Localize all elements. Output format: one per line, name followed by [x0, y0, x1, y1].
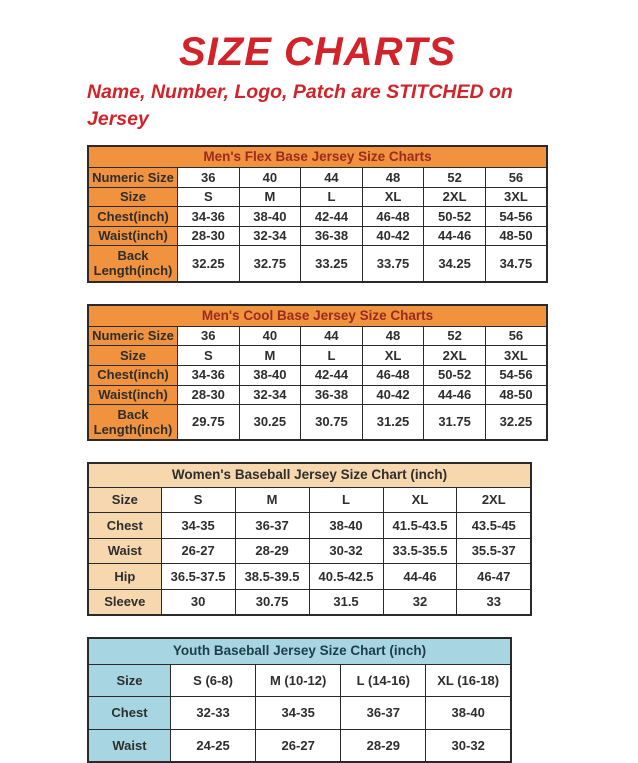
size-value-cell: 44: [301, 326, 363, 346]
size-value-cell: 48-50: [485, 226, 547, 246]
size-value-cell: 56: [485, 326, 547, 346]
table-row: [88, 346, 547, 366]
row-label: Waist(inch): [88, 226, 178, 246]
size-value-cell: XL (16-18): [426, 664, 511, 697]
size-value-cell: 40-42: [362, 385, 424, 405]
size-value-cell: 54-56: [485, 365, 547, 385]
table-row: [88, 405, 547, 441]
size-value-cell: 50-52: [424, 207, 486, 227]
size-value-cell: 41.5-43.5: [383, 513, 457, 539]
size-value-cell: 34-36: [178, 365, 240, 385]
size-value-cell: 48: [362, 168, 424, 188]
row-label: Chest(inch): [88, 207, 178, 227]
size-value-cell: 44-46: [383, 564, 457, 590]
size-value-cell: 2XL: [457, 487, 531, 513]
size-value-cell: 52: [424, 168, 486, 188]
size-value-cell: 32-34: [239, 385, 301, 405]
table-title-row: [88, 146, 547, 168]
size-value-cell: 38.5-39.5: [235, 564, 309, 590]
size-value-cell: 34.25: [424, 246, 486, 282]
size-value-cell: M (10-12): [256, 664, 341, 697]
mens-cool-base-size-table: [87, 304, 548, 442]
size-value-cell: 31.25: [362, 405, 424, 441]
size-value-cell: 33.25: [301, 246, 363, 282]
size-value-cell: 34-36: [178, 207, 240, 227]
row-label: Size: [88, 664, 170, 697]
size-value-cell: XL: [383, 487, 457, 513]
table-row: [88, 187, 547, 207]
size-value-cell: 30-32: [309, 538, 383, 564]
table-title: Women's Baseball Jersey Size Chart (inch): [88, 463, 531, 487]
size-value-cell: 38-40: [309, 513, 383, 539]
size-value-cell: 36-38: [301, 385, 363, 405]
size-value-cell: 32: [383, 589, 457, 615]
size-value-cell: 36: [178, 168, 240, 188]
size-value-cell: 34.75: [485, 246, 547, 282]
size-value-cell: 54-56: [485, 207, 547, 227]
row-label: Waist(inch): [88, 385, 178, 405]
row-label: Waist: [88, 538, 161, 564]
size-value-cell: 42-44: [301, 207, 363, 227]
size-value-cell: 26-27: [161, 538, 235, 564]
size-value-cell: 30.75: [235, 589, 309, 615]
row-label: Chest(inch): [88, 365, 178, 385]
size-value-cell: L: [301, 346, 363, 366]
size-value-cell: 28-29: [235, 538, 309, 564]
size-value-cell: 42-44: [301, 365, 363, 385]
size-value-cell: 32-33: [170, 697, 255, 730]
size-value-cell: 32.25: [485, 405, 547, 441]
size-value-cell: 3XL: [485, 346, 547, 366]
size-value-cell: 28-30: [178, 385, 240, 405]
size-value-cell: L: [309, 487, 383, 513]
size-value-cell: 30: [161, 589, 235, 615]
table-row: [88, 365, 547, 385]
size-value-cell: 46-47: [457, 564, 531, 590]
table-row: [88, 729, 511, 762]
table-row: [88, 589, 531, 615]
table-row: [88, 513, 531, 539]
table-title: Men's Cool Base Jersey Size Charts: [88, 305, 547, 327]
size-value-cell: 33.5-35.5: [383, 538, 457, 564]
size-value-cell: 34-35: [161, 513, 235, 539]
row-label: Size: [88, 487, 161, 513]
row-label: Sleeve: [88, 589, 161, 615]
size-value-cell: 40.5-42.5: [309, 564, 383, 590]
size-value-cell: 40: [239, 168, 301, 188]
size-value-cell: XL: [362, 346, 424, 366]
size-value-cell: 2XL: [424, 187, 486, 207]
table-title: Men's Flex Base Jersey Size Charts: [88, 146, 547, 168]
size-value-cell: 38-40: [239, 365, 301, 385]
size-value-cell: 33.75: [362, 246, 424, 282]
size-value-cell: 32-34: [239, 226, 301, 246]
size-value-cell: 48: [362, 326, 424, 346]
row-label: Back Length(inch): [88, 405, 178, 441]
row-label: Back Length(inch): [88, 246, 178, 282]
row-label: Chest: [88, 513, 161, 539]
size-value-cell: 44: [301, 168, 363, 188]
size-value-cell: 46-48: [362, 207, 424, 227]
size-value-cell: L: [301, 187, 363, 207]
size-value-cell: 32.25: [178, 246, 240, 282]
size-value-cell: 31.5: [309, 589, 383, 615]
size-value-cell: XL: [362, 187, 424, 207]
size-value-cell: 50-52: [424, 365, 486, 385]
size-value-cell: 44-46: [424, 385, 486, 405]
size-value-cell: S: [161, 487, 235, 513]
size-value-cell: 30.75: [301, 405, 363, 441]
size-value-cell: 35.5-37: [457, 538, 531, 564]
table-row: [88, 168, 547, 188]
table-row: [88, 226, 547, 246]
size-value-cell: 38-40: [426, 697, 511, 730]
table-title-row: [88, 305, 547, 327]
size-value-cell: M: [235, 487, 309, 513]
size-value-cell: 30.25: [239, 405, 301, 441]
size-value-cell: 36-38: [301, 226, 363, 246]
size-value-cell: 48-50: [485, 385, 547, 405]
row-label: Numeric Size: [88, 168, 178, 188]
size-value-cell: S: [178, 346, 240, 366]
size-value-cell: 24-25: [170, 729, 255, 762]
row-label: Size: [88, 187, 178, 207]
row-label: Chest: [88, 697, 170, 730]
size-value-cell: 36-37: [341, 697, 426, 730]
size-value-cell: 40: [239, 326, 301, 346]
size-value-cell: 46-48: [362, 365, 424, 385]
table-row: [88, 385, 547, 405]
table-title-row: [88, 463, 531, 487]
row-label: Size: [88, 346, 178, 366]
size-value-cell: M: [239, 346, 301, 366]
table-row: [88, 697, 511, 730]
table-row: [88, 564, 531, 590]
size-value-cell: 31.75: [424, 405, 486, 441]
size-value-cell: 29.75: [178, 405, 240, 441]
size-value-cell: 44-46: [424, 226, 486, 246]
stitched-note: Name, Number, Logo, Patch are STITCHED on Jersey: [87, 81, 513, 130]
table-row: [88, 487, 531, 513]
size-value-cell: 32.75: [239, 246, 301, 282]
row-label: Waist: [88, 729, 170, 762]
row-label: Numeric Size: [88, 326, 178, 346]
size-value-cell: 43.5-45: [457, 513, 531, 539]
size-value-cell: 2XL: [424, 346, 486, 366]
table-title-row: [88, 638, 511, 664]
table-row: [88, 326, 547, 346]
size-value-cell: L (14-16): [341, 664, 426, 697]
size-value-cell: 30-32: [426, 729, 511, 762]
size-value-cell: 33: [457, 589, 531, 615]
table-row: [88, 664, 511, 697]
size-value-cell: 38-40: [239, 207, 301, 227]
size-value-cell: 52: [424, 326, 486, 346]
size-value-cell: 40-42: [362, 226, 424, 246]
womens-baseball-size-table: [87, 462, 532, 616]
size-value-cell: 56: [485, 168, 547, 188]
size-value-cell: S (6-8): [170, 664, 255, 697]
table-row: [88, 246, 547, 282]
size-value-cell: 34-35: [256, 697, 341, 730]
table-row: [88, 207, 547, 227]
size-value-cell: 28-29: [341, 729, 426, 762]
size-value-cell: S: [178, 187, 240, 207]
size-value-cell: M: [239, 187, 301, 207]
page-title: SIZE CHARTS: [179, 30, 456, 74]
table-title: Youth Baseball Jersey Size Chart (inch): [88, 638, 511, 664]
size-value-cell: 3XL: [485, 187, 547, 207]
youth-baseball-size-table: [87, 637, 512, 763]
size-value-cell: 36.5-37.5: [161, 564, 235, 590]
size-value-cell: 36: [178, 326, 240, 346]
size-value-cell: 26-27: [256, 729, 341, 762]
mens-flex-base-size-table: [87, 145, 548, 283]
table-row: [88, 538, 531, 564]
row-label: Hip: [88, 564, 161, 590]
size-value-cell: 36-37: [235, 513, 309, 539]
size-value-cell: 28-30: [178, 226, 240, 246]
